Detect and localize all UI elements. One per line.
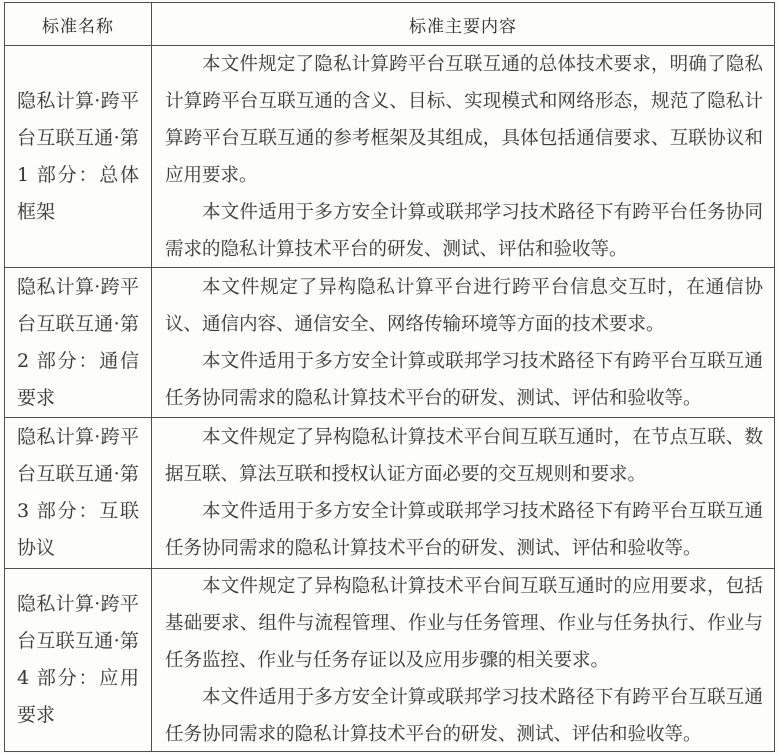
table-row-4-content-cell xyxy=(152,569,775,752)
standard-scope-paragraph: 本文件规定了异构隐私计算技术平台间互联互通时的应用要求，包括基础要求、组件与流程管理、作业与任务管理、作业与任务执行、作业与任务监控、作业与任务存证以及应用步骤的相关要求。 xyxy=(165,575,763,671)
standard-applicability-paragraph: 本文件适用于多方安全计算或联邦学习技术路径下有跨平台互联互通任务协同需求的隐私计算技术平台的研发、测试、评估和验收等。 xyxy=(165,501,763,559)
standard-name-part1: 隐私计算·跨平台互联互通·第 1 部分：总体框架 xyxy=(17,89,139,223)
standard-scope-paragraph: 本文件规定了异构隐私计算平台进行跨平台信息交互时，在通信协议、通信内容、通信安全、网络传输环境等方面的技术要求。 xyxy=(165,276,763,335)
standard-name-part2: 隐私计算·跨平台互联互通·第 2 部分：通信要求 xyxy=(17,275,139,409)
table-row-4-name-cell xyxy=(5,569,152,752)
standard-name-part4: 隐私计算·跨平台互联互通·第 4 部分：应用要求 xyxy=(17,593,139,726)
standard-applicability-paragraph: 本文件适用于多方安全计算或联邦学习技术路径下有跨平台任务协同需求的隐私计算技术平台的研发、测试、评估和验收等。 xyxy=(165,201,763,260)
table-row-1-name-cell xyxy=(5,46,152,268)
standard-name-part3: 隐私计算·跨平台互联互通·第 3 部分：互联协议 xyxy=(17,426,139,559)
standard-scope-paragraph: 本文件规定了隐私计算跨平台互联互通的总体技术要求，明确了隐私计算跨平台互联互通的含义、目标、实现模式和网络形态，规范了隐私计算跨平台互联互通的参考框架及其组成，具体包括通信要求、互联协议和应用要求。 xyxy=(165,53,763,186)
header-standard-name xyxy=(5,3,152,46)
standard-scope-paragraph: 本文件规定了异构隐私计算技术平台间互联互通时，在节点互联、数据互联、算法互联和授权认证方面必要的交互规则和要求。 xyxy=(165,427,763,485)
standard-applicability-paragraph: 本文件适用于多方安全计算或联邦学习技术路径下有跨平台互联互通任务协同需求的隐私计算技术平台的研发、测试、评估和验收等。 xyxy=(165,686,763,745)
table-row-3-content-cell xyxy=(152,418,775,569)
table-row-2-content-cell xyxy=(152,268,775,418)
table-row-1-content-cell xyxy=(152,46,775,268)
standard-applicability-paragraph: 本文件适用于多方安全计算或联邦学习技术路径下有跨平台互联互通任务协同需求的隐私计算技术平台的研发、测试、评估和验收等。 xyxy=(165,350,763,409)
table-row-2-name-cell xyxy=(5,268,152,418)
standards-table xyxy=(4,2,775,752)
header-standard-name-label: 标准名称 xyxy=(42,16,114,37)
header-standard-content-label: 标准主要内容 xyxy=(409,16,517,37)
table-row-3-name-cell xyxy=(5,418,152,569)
header-standard-content xyxy=(152,3,775,46)
